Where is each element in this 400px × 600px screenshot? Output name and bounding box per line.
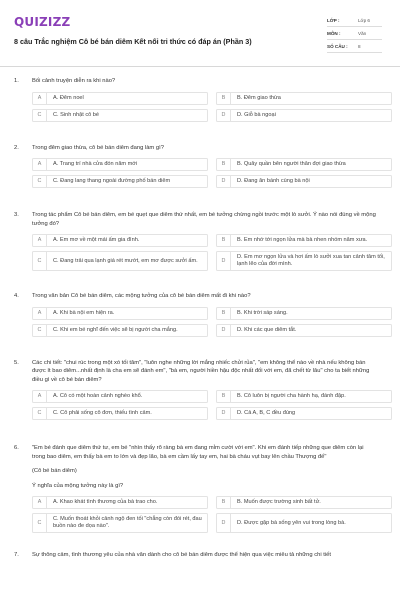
answer-option-a[interactable]: [32, 307, 208, 320]
option-letter: A: [33, 308, 47, 319]
option-text: D. Đang ăn bánh cùng bà nội: [237, 178, 310, 184]
option-text: C. Đang lang thang ngoài đường phố bán diêm: [53, 178, 171, 184]
option-text: A. Cô có một hoàn cảnh nghèo khổ.: [53, 393, 143, 399]
answer-option-c[interactable]: [32, 251, 208, 271]
option-text: C. Sinh nhật cô bé: [53, 111, 100, 118]
question-header: [14, 292, 386, 301]
worksheet-meta: [327, 14, 382, 53]
option-letter: C: [33, 514, 47, 532]
answer-option-b[interactable]: [216, 234, 392, 247]
option-letter: B: [217, 235, 231, 246]
option-text: C. Cô phải sống cô đơn, thiếu tình cảm.: [53, 410, 152, 416]
answer-options: [32, 390, 386, 420]
question-text: Trong tác phẩm Cô bé bán diêm, em bé quẹt que diêm thứ nhất, em bé tưởng chừng ngồi trước một lò sưởi. Ý nào nói đúng về mộng tưởng đó?: [32, 212, 376, 227]
option-letter: A: [33, 391, 47, 402]
worksheet-header: [14, 12, 386, 72]
answer-option-a[interactable]: [32, 234, 208, 247]
answer-option-b[interactable]: [216, 496, 392, 509]
option-letter: B: [217, 308, 231, 319]
header-left: [14, 12, 252, 46]
option-letter: D: [217, 408, 231, 419]
question-header: [14, 77, 386, 86]
option-letter: B: [217, 497, 231, 508]
meta-value: Văn: [358, 30, 367, 36]
option-text: C. Muốn thoát khỏi cảnh ngộ đen tối "chẳng còn đói rét, đau buồn nào đe dọa nào".: [53, 516, 202, 529]
question-item: [14, 144, 386, 189]
option-text: B. Đêm giao thừa: [237, 94, 281, 101]
meta-value: Lớp 6: [358, 17, 370, 23]
question-item: [14, 77, 386, 122]
option-text: C. Đang trải qua lạnh giá rét mướt, em mơ được sưởi ấm.: [53, 257, 198, 264]
question-number: 7.: [14, 552, 19, 558]
question-item: [14, 551, 386, 560]
meta-label: LỚP :: [327, 17, 340, 23]
option-letter: D: [217, 110, 231, 121]
question-number: 2.: [14, 144, 19, 151]
option-text: D. Cả A, B, C đều đúng: [237, 410, 296, 416]
header-divider: [0, 66, 400, 67]
quizizz-logo: QUIZIZZ: [14, 15, 71, 29]
meta-value: 8: [358, 43, 361, 49]
option-text: A. Trang trí nhà cửa đón năm mới: [53, 161, 138, 167]
option-letter: A: [33, 93, 47, 104]
option-text: D. Khi các que diêm tắt.: [237, 326, 297, 333]
option-letter: A: [33, 235, 47, 246]
option-letter: D: [217, 514, 231, 532]
question-number: 5.: [14, 359, 19, 366]
question-number: 1.: [14, 78, 19, 84]
question-list: [14, 77, 386, 560]
option-letter: B: [217, 93, 231, 104]
option-text: A. Đêm noel: [53, 94, 84, 101]
answer-option-d[interactable]: [216, 251, 392, 271]
answer-option-d[interactable]: [216, 324, 392, 337]
option-letter: C: [33, 176, 47, 187]
question-text: Bối cảnh truyện diễn ra khi nào?: [32, 78, 116, 84]
option-text: A. Em mơ về một mái ấm gia đình.: [53, 237, 140, 243]
meta-row-count: [327, 40, 382, 53]
answer-option-d[interactable]: [216, 109, 392, 122]
question-text: Sự thông cảm, tình thương yêu của nhà văn dành cho cô bé bán diêm được thể hiện qua việc miêu tả những chi tiết: [32, 552, 331, 558]
option-letter: C: [33, 252, 47, 270]
question-header: [14, 359, 386, 385]
option-text: D. Giỗ bà ngoại: [237, 111, 276, 118]
answer-option-b[interactable]: [216, 307, 392, 320]
answer-option-a[interactable]: [32, 158, 208, 171]
answer-option-a[interactable]: [32, 390, 208, 403]
question-header: [14, 211, 386, 228]
option-letter: A: [33, 497, 47, 508]
option-letter: C: [33, 408, 47, 419]
answer-option-c[interactable]: [32, 407, 208, 420]
question-number: 4.: [14, 293, 19, 299]
question-prompt: Ý nghĩa của mộng tưởng này là gì?: [32, 482, 124, 489]
question-item: [14, 359, 386, 421]
option-letter: C: [33, 325, 47, 336]
answer-option-c[interactable]: [32, 324, 208, 337]
option-letter: C: [33, 110, 47, 121]
option-text: C. Khi em bé nghĩ đến việc sẽ bị người cha mắng.: [53, 326, 178, 333]
meta-row-class: [327, 14, 382, 27]
worksheet-title: 8 câu Trắc nghiệm Cô bé bán diêm Kết nối tri thức có đáp án (Phần 3): [14, 37, 252, 46]
answer-option-c[interactable]: [32, 109, 208, 122]
option-text: B. Muốn được trường sinh bất tử.: [237, 499, 321, 505]
question-text: Các chi tiết: "chui rúc trong một xó tối tăm", "luôn nghe những lời mắng nhiếc chửi rủa", "em không thể nào về nhà nếu không bán được ít bao diêm...nhất định là cha em sẽ đánh em", "bà em, người hiền hậu độc nhất đối với em, đã chết từ lâu" cho ta biết những điều gì về cô bé bán diêm?: [32, 359, 370, 383]
option-text: B. Quây quần bên người thân đợi giao thừa: [237, 161, 346, 167]
question-header: [14, 551, 386, 560]
answer-option-c[interactable]: [32, 175, 208, 188]
question-source: (Cô bé bán diêm): [32, 468, 77, 474]
question-item: [14, 211, 386, 271]
option-text: B. Cô luôn bị người cha hành hạ, đánh đập.: [237, 393, 346, 399]
answer-option-b[interactable]: [216, 390, 392, 403]
option-letter: D: [217, 325, 231, 336]
meta-label: SỐ CÂU :: [327, 43, 348, 49]
option-text: B. Khi trời sáp sáng.: [237, 309, 288, 316]
answer-option-d[interactable]: [216, 513, 392, 533]
answer-options: [32, 496, 386, 533]
answer-option-b[interactable]: [216, 158, 392, 171]
answer-options: [32, 92, 386, 122]
question-number: 3.: [14, 212, 19, 218]
option-text: D. Được gặp bà sống yên vui trong lòng bà.: [237, 519, 346, 526]
answer-option-a[interactable]: [32, 92, 208, 105]
answer-option-d[interactable]: [216, 175, 392, 188]
question-text: Trong đêm giao thừa, cô bé bán diêm đang làm gì?: [32, 144, 164, 151]
question-item: [14, 444, 386, 533]
option-letter: B: [217, 159, 231, 170]
option-text: A. Khao khát tình thương của bà trao cho.: [53, 499, 158, 505]
meta-label: MÔN :: [327, 30, 341, 36]
answer-option-b[interactable]: [216, 92, 392, 105]
answer-option-c[interactable]: [32, 513, 208, 533]
option-letter: D: [217, 252, 231, 270]
answer-options: [32, 307, 386, 337]
answer-option-d[interactable]: [216, 407, 392, 420]
option-text: B. Em nhớ tới ngọn lửa mà bà nhen nhóm năm xưa.: [237, 237, 368, 243]
answer-options: [32, 158, 386, 188]
question-number: 6.: [14, 445, 19, 451]
question-text: "Em bé đánh que diêm thứ tư, em bé "nhìn thấy rõ ràng bà em đang mỉm cười với em". Khi em đánh tiếp những que diêm còn lại trong bao diêm, em thấy bà em to lớn và đẹp lão, bà em cầm lấy tay em, hai bà cháu vụt bay lên chầu Thượng đế": [32, 445, 364, 460]
question-item: [14, 292, 386, 337]
meta-row-subject: [327, 27, 382, 40]
option-letter: A: [33, 159, 47, 170]
question-header: [14, 444, 386, 461]
option-letter: B: [217, 391, 231, 402]
option-letter: D: [217, 176, 231, 187]
option-text: A. Khi bà nội em hiện ra.: [53, 309, 115, 316]
option-text: D. Em mơ ngọn lửa và hơi ấm lò sưởi xua tan cảnh tâm tối, lạnh lẽo của đời mình.: [237, 254, 385, 267]
question-header: [14, 144, 386, 153]
question-text: Trong văn bản Cô bé bán diêm, các mộng tưởng của cô bé bán diêm mất đi khi nào?: [32, 293, 251, 299]
answer-options: [32, 234, 386, 271]
answer-option-a[interactable]: [32, 496, 208, 509]
